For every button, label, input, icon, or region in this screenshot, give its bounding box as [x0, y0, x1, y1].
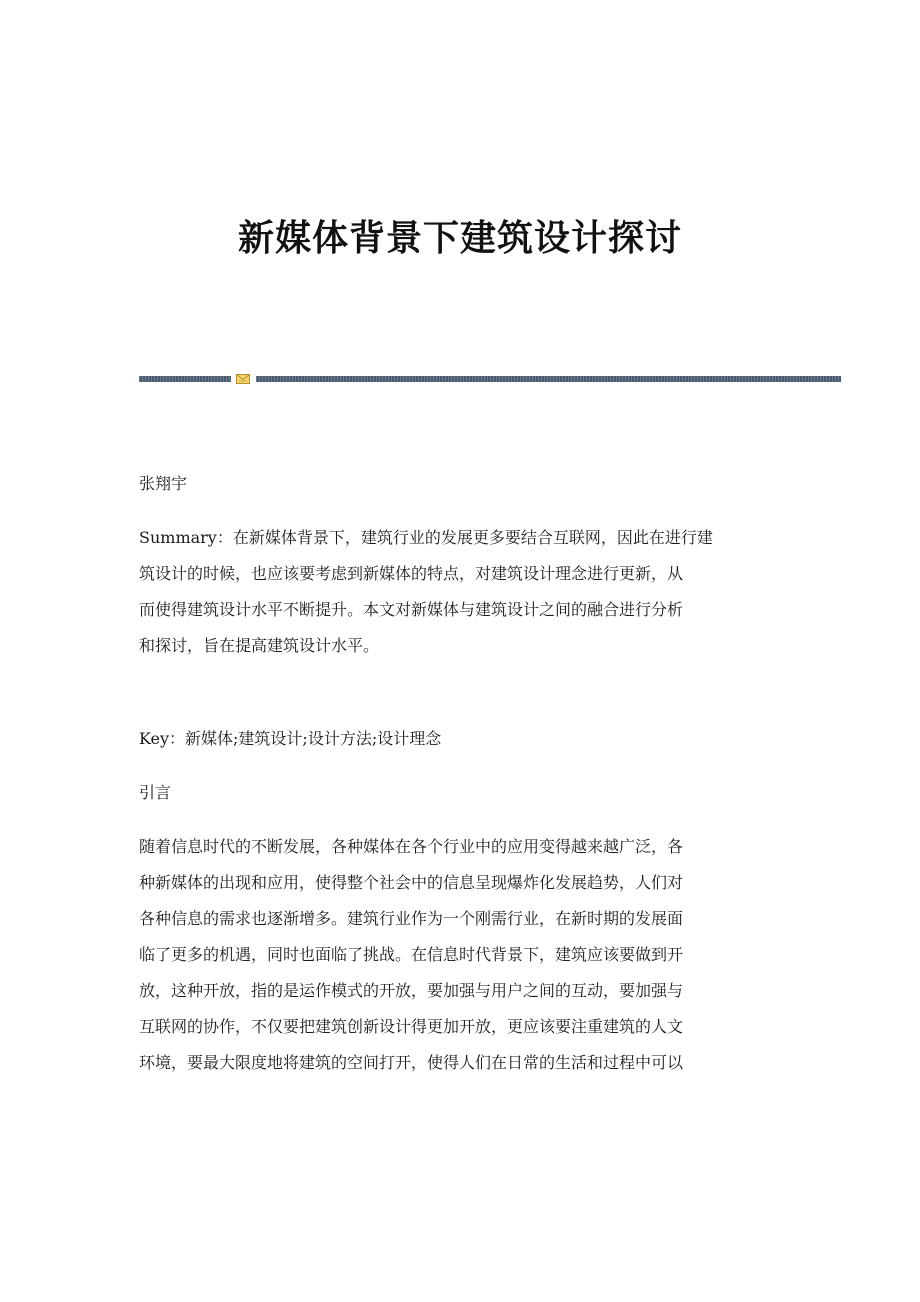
body-line: 放，这种开放，指的是运作模式的开放，要加强与用户之间的互动，要加强与	[139, 981, 684, 1000]
body-line: 临了更多的机遇，同时也面临了挑战。在信息时代背景下，建筑应该要做到开	[139, 945, 684, 964]
intro-heading-text: 引言	[139, 783, 172, 802]
summary-line: 筑设计的时候，也应该要考虑到新媒体的特点，对建筑设计理念进行更新，从	[139, 564, 684, 583]
keywords-line	[139, 721, 779, 757]
divider-left-bar	[139, 376, 231, 382]
body-line: 种新媒体的出现和应用，使得整个社会中的信息呈现爆炸化发展趋势，人们对	[139, 873, 684, 892]
summary-paragraph	[139, 520, 779, 664]
summary-line: 和探讨，旨在提高建筑设计水平。	[139, 636, 380, 655]
summary-line: 而使得建筑设计水平不断提升。本文对新媒体与建筑设计之间的融合进行分析	[139, 600, 684, 619]
body-paragraph	[139, 829, 779, 1081]
body-line: 各种信息的需求也逐渐增多。建筑行业作为一个刚需行业，在新时期的发展面	[139, 909, 684, 928]
body-line: 随着信息时代的不断发展，各种媒体在各个行业中的应用变得越来越广泛，各	[139, 837, 684, 856]
document-title: 新媒体背景下建筑设计探讨	[237, 217, 682, 259]
author-name	[139, 466, 779, 502]
keywords-text: Key：新媒体;建筑设计;设计方法;设计理念	[139, 729, 442, 748]
envelope-emblem-icon	[236, 374, 250, 384]
body-line: 互联网的协作，不仅要把建筑创新设计得更加开放，更应该要注重建筑的人文	[139, 1017, 684, 1036]
summary-line: Summary：在新媒体背景下，建筑行业的发展更多要结合互联网，因此在进行建	[139, 528, 713, 547]
author-text: 张翔宇	[139, 474, 188, 493]
divider-right-bar	[256, 376, 841, 382]
body-line: 环境，要最大限度地将建筑的空间打开，使得人们在日常的生活和过程中可以	[139, 1053, 684, 1072]
intro-heading	[139, 775, 779, 811]
title-divider	[139, 374, 841, 384]
